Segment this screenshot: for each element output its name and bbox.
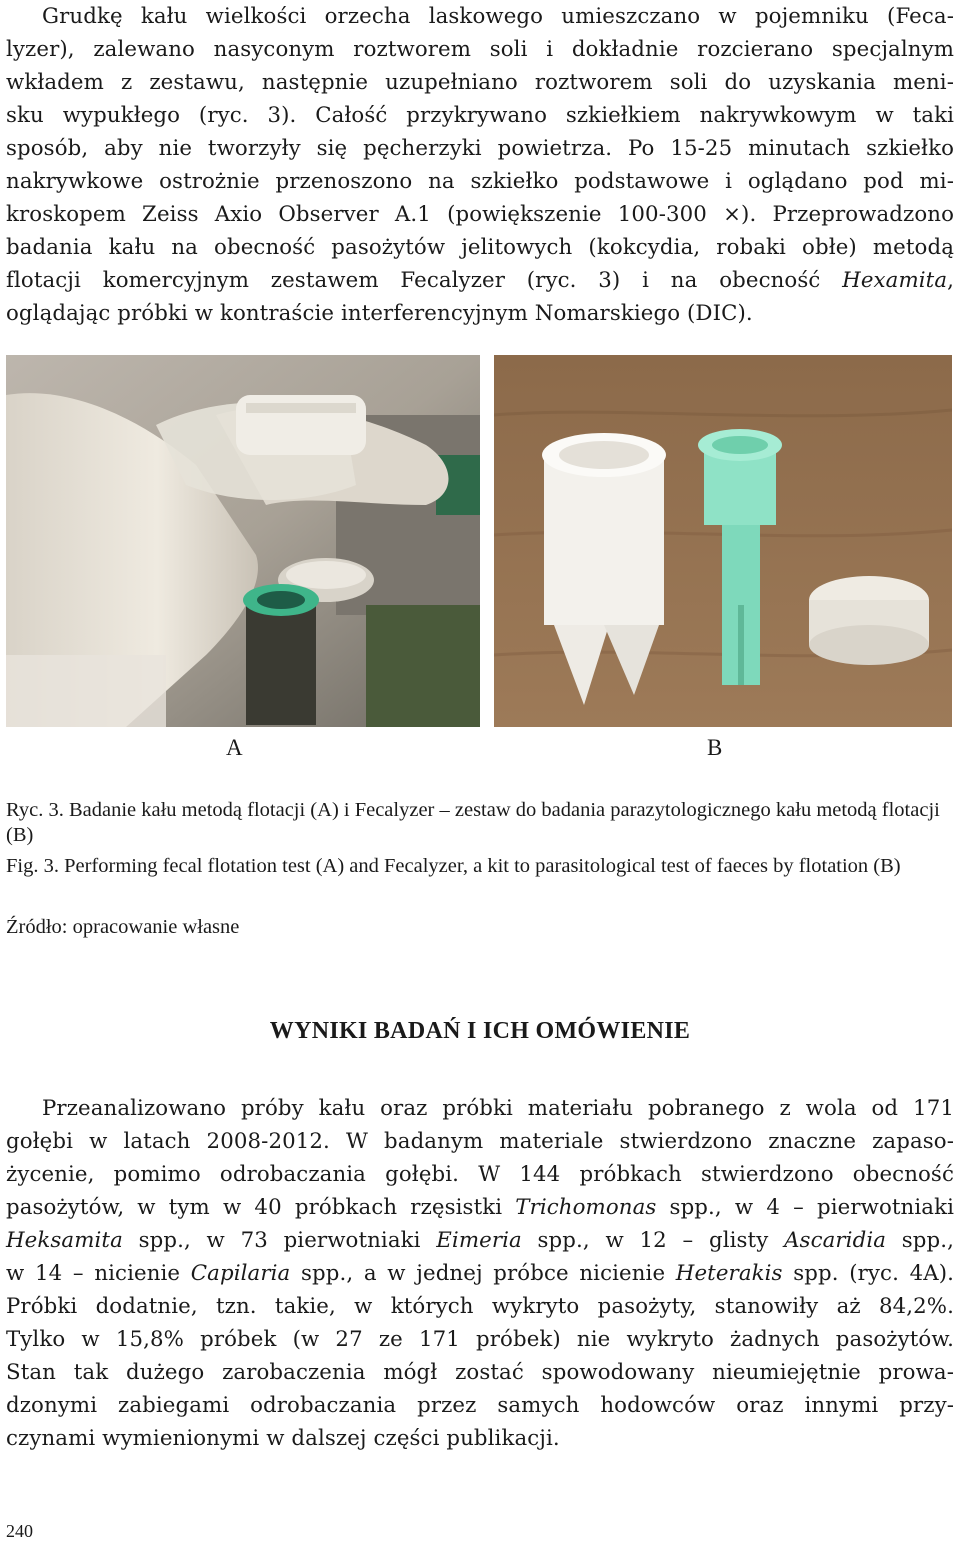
genus-ascaridia: Ascaridia [784,1228,887,1253]
figure-caption-polish: Ryc. 3. Badanie kału metodą flotacji (A) i Fecalyzer – zestaw do badania parazytologicznego kału metodą flotacji (B) [6,799,940,846]
genus-heterakis: Heterakis [675,1261,783,1286]
text-line: Grudkę kału wielkości orzecha laskowego umieszczano w pojemniku (Feca- [42,4,954,29]
figure-label-a: A [226,735,243,760]
text-line: sku wypukłego (ryc. 3). Całość przykrywano szkiełkiem nakrywkowym w taki [6,103,954,128]
text-line: Heksamita spp., w 73 pierwotniaki Eimeria spp., w 12 – glisty Ascaridia spp., [6,1228,954,1253]
genus-trichomonas: Trichomonas [515,1195,657,1220]
text-line: czynami wymienionymi w dalszej części publikacji. [6,1426,560,1451]
text-line: flotacji komercyjnym zestawem Fecalyzer (ryc. 3) i na obecność Hexamita, [6,268,954,293]
text-line: Tylko w 15,8% próbek (w 27 ze 171 próbek) nie wykryto żadnych pasożytów. [6,1327,954,1352]
text-line: oglądając próbki w kontraście interferencyjnym Nomarskiego (DIC). [6,301,753,326]
genus-eimeria: Eimeria [436,1228,522,1253]
text-line: Przeanalizowano próby kału oraz próbki materiału pobranego z wola od 171 [42,1096,954,1121]
figure-caption-english: Fig. 3. Performing fecal flotation test (A) and Fecalyzer, a kit to parasitological test of faeces by flotation (B) [6,855,901,877]
genus-heksamita: Heksamita [6,1228,123,1253]
section-heading: WYNIKI BADAŃ I ICH OMÓWIENIE [269,1018,691,1044]
text-line: Próbki dodatnie, tzn. takie, w których wykryto pasożyty, stanowiły aż 84,2%. [6,1294,954,1319]
text-line: sposób, aby nie tworzyły się pęcherzyki powietrza. Po 15-25 minutach szkiełko [6,136,954,161]
flotation-test-photo [6,355,480,727]
figure-photo-b [494,355,952,727]
text-line: nakrywkowe ostrożnie przenoszono na szkiełko podstawowe i oglądano pod mi- [6,169,954,194]
text-line: Stan tak dużego zarobaczenia mógł zostać spowodowany nieumiejętnie prowa- [6,1360,954,1385]
text-line: życenie, pomimo odrobaczania gołębi. W 144 próbkach stwierdzono obecność [6,1162,954,1187]
text-line: dzonymi zabiegami odrobaczania przez samych hodowców oraz innymi przy- [6,1393,954,1418]
figure-photo-a [6,355,480,727]
text-line: w 14 – nicienie Capilaria spp., a w jednej próbce nicienie Heterakis spp. (ryc. 4A). [6,1261,954,1286]
text-line: wkładem z zestawu, następnie uzupełniano roztworem soli do uzyskania meni- [6,70,954,95]
fecalyzer-kit-photo [494,355,952,727]
page-number: 240 [6,1521,33,1541]
text-line: lyzer), zalewano nasyconym roztworem soli i dokładnie rozcierano specjalnym [6,37,954,62]
figure-source: Źródło: opracowanie własne [6,916,240,938]
text-line: badania kału na obecność pasożytów jelitowych (kokcydia, robaki obłe) metodą [6,235,954,260]
methods-paragraph [6,0,954,330]
genus-capilaria: Capilaria [190,1261,291,1286]
figure-label-b: B [707,735,723,760]
genus-hexamita: Hexamita [842,268,948,293]
text-line: kroskopem Zeiss Axio Observer A.1 (powiększenie 100-300 ×). Przeprowadzono [6,202,954,227]
results-paragraph [6,1092,954,1455]
text-line: pasożytów, w tym w 40 próbkach rzęsistki Trichomonas spp., w 4 – pierwotniaki [6,1195,954,1220]
text-line: gołębi w latach 2008-2012. W badanym materiale stwierdzono znaczne zapaso- [6,1129,954,1154]
